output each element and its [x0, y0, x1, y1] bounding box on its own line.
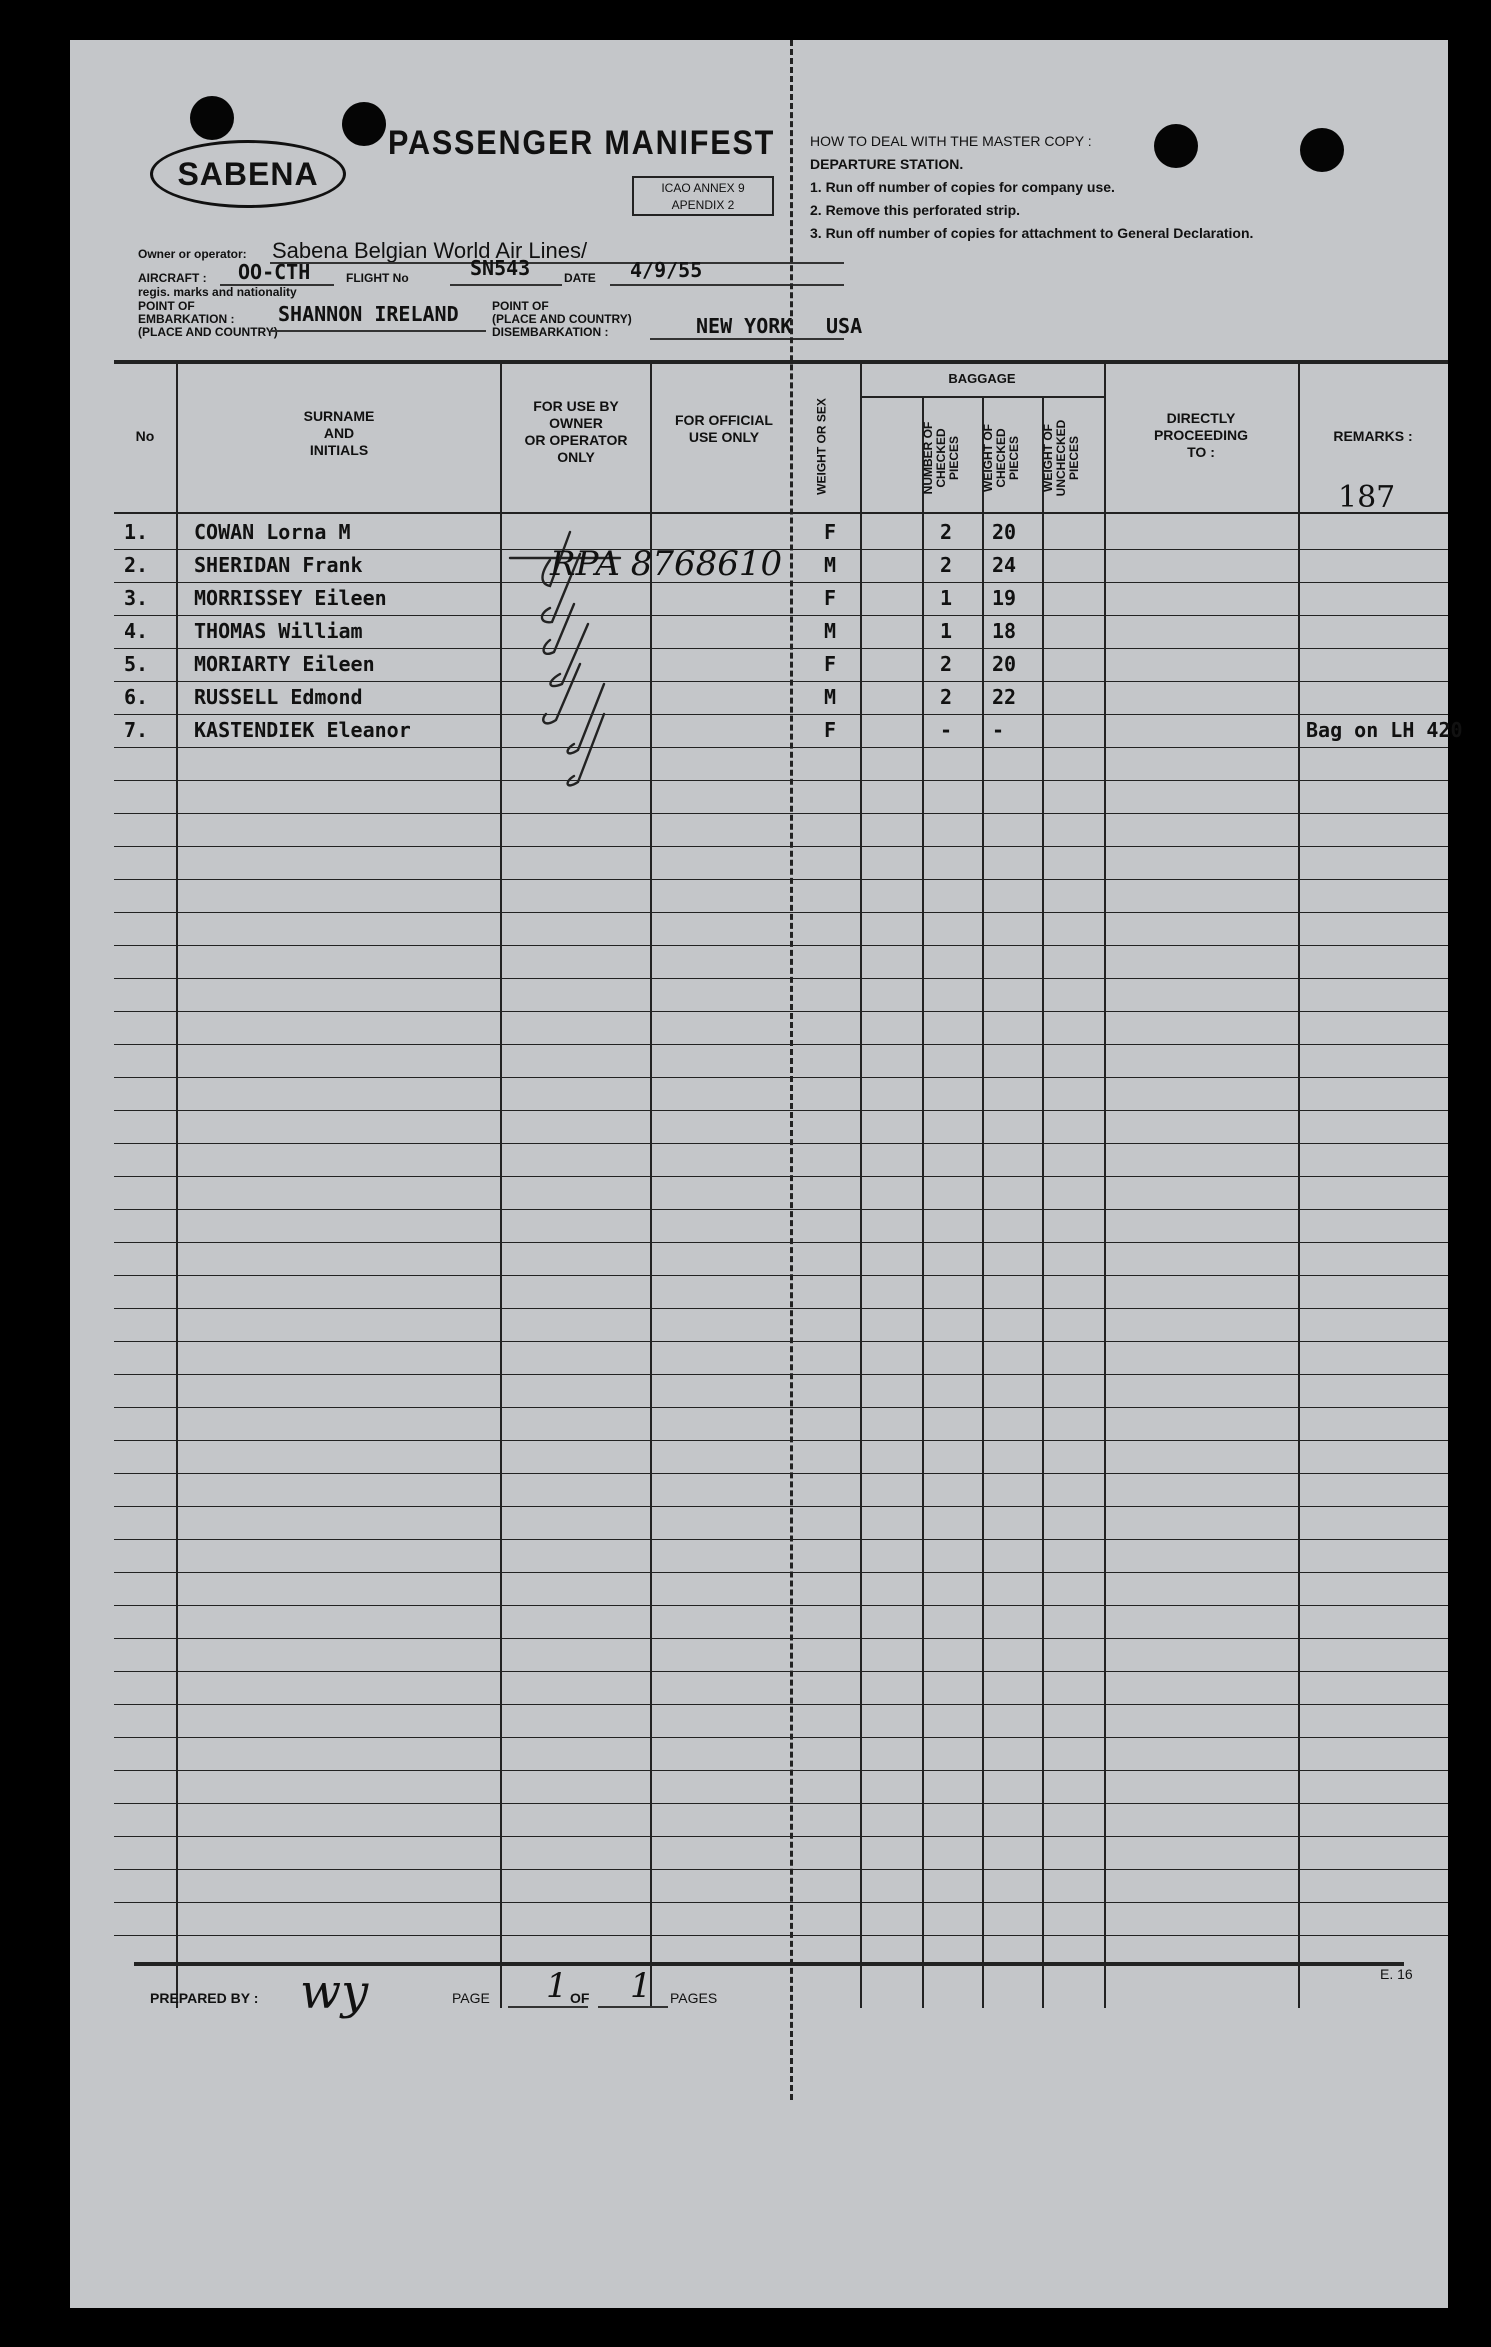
col-divider — [1042, 398, 1044, 2008]
instruction-item: 3. Run off number of copies for attachment to General Declaration. — [810, 225, 1254, 241]
manifest-page — [70, 40, 1463, 2308]
cell-pieces: 2 — [940, 685, 953, 709]
row-rule — [114, 1704, 1448, 1705]
row-rule — [114, 714, 1448, 715]
cell-sex: M — [824, 553, 837, 577]
disembark-label-1: POINT OF — [492, 299, 549, 313]
regis-label: regis. marks and nationality — [138, 285, 297, 299]
col-header-proceeding: DIRECTLY PROCEEDING TO : — [1153, 410, 1249, 460]
table-header-bottom — [114, 512, 1448, 514]
icao-line-1: ICAO ANNEX 9 — [661, 181, 745, 195]
row-rule — [114, 1605, 1448, 1606]
col-divider — [860, 362, 862, 2008]
col-divider — [1104, 362, 1106, 2008]
cell-sex: M — [824, 619, 837, 643]
cell-weight: 24 — [992, 553, 1017, 577]
cell-sex: F — [824, 652, 837, 676]
cell-name: KASTENDIEK Eleanor — [194, 718, 411, 742]
aircraft-value: OO-CTH — [238, 260, 311, 284]
embark-label-1: POINT OF — [138, 299, 195, 313]
row-rule — [114, 1737, 1448, 1738]
handwritten-note: RPA 8768610 — [550, 544, 783, 584]
embark-label-3: (PLACE AND COUNTRY) — [138, 325, 278, 339]
of-value: 1 — [630, 1966, 652, 2006]
row-rule — [114, 780, 1448, 781]
embark-value: SHANNON IRELAND — [278, 302, 459, 326]
cell-pieces: - — [940, 718, 953, 742]
row-rule — [114, 1770, 1448, 1771]
col-header-baggage: BAGGAGE — [948, 371, 1016, 386]
cell-no: 3. — [124, 586, 149, 610]
icao-line-2: APENDIX 2 — [671, 198, 735, 212]
cell-name: THOMAS William — [194, 619, 363, 643]
row-rule — [114, 1308, 1448, 1309]
page-value: 1 — [546, 1966, 568, 2006]
owner-label: Owner or operator: — [138, 247, 247, 261]
date-label: DATE — [564, 271, 596, 285]
cell-weight: 20 — [992, 652, 1017, 676]
cell-sex: F — [824, 586, 837, 610]
row-rule — [114, 1077, 1448, 1078]
row-rule — [114, 1440, 1448, 1441]
cell-pieces: 1 — [940, 619, 953, 643]
instructions-title: HOW TO DEAL WITH THE MASTER COPY : — [810, 133, 1092, 149]
col-header-weight-sex: WEIGHT OR SEX — [814, 398, 829, 495]
row-rule — [114, 879, 1448, 880]
date-underline — [610, 284, 844, 286]
cell-name: SHERIDAN Frank — [194, 553, 363, 577]
embark-label-2: EMBARKATION : — [138, 312, 235, 326]
row-rule — [114, 1275, 1448, 1276]
col-header-num-checked: NUMBER OF CHECKED PIECES — [921, 421, 961, 495]
col-header-wt-unchecked: WEIGHT OF UNCHECKED PIECES — [1041, 419, 1081, 497]
row-rule — [114, 945, 1448, 946]
icao-box — [632, 176, 774, 216]
col-header-surname: SURNAME AND INITIALS — [303, 408, 375, 458]
cell-weight: 18 — [992, 619, 1017, 643]
disembark-value-country: USA — [826, 314, 863, 338]
row-rule — [114, 1341, 1448, 1342]
disembark-label-2: (PLACE AND COUNTRY) — [492, 312, 632, 326]
instructions-subtitle: DEPARTURE STATION. — [810, 156, 964, 172]
row-rule — [114, 813, 1448, 814]
cell-name: RUSSELL Edmond — [194, 685, 363, 709]
cell-no: 7. — [124, 718, 149, 742]
prepared-by-label: PREPARED BY : — [150, 1990, 259, 2006]
cell-weight: 22 — [992, 685, 1017, 709]
cell-pieces: 2 — [940, 520, 953, 544]
row-rule — [114, 681, 1448, 682]
cell-sex: F — [824, 520, 837, 544]
cell-no: 1. — [124, 520, 149, 544]
row-rule — [114, 1143, 1448, 1144]
row-rule — [114, 1572, 1448, 1573]
disembark-underline — [650, 338, 844, 340]
form-code: E. 16 — [1380, 1966, 1413, 1982]
col-header-wt-checked: WEIGHT OF CHECKED PIECES — [981, 424, 1021, 492]
cell-sex: M — [824, 685, 837, 709]
cell-pieces: 2 — [940, 652, 953, 676]
sabena-logo: SABENA — [150, 140, 346, 208]
col-header-remarks: REMARKS : — [1333, 428, 1413, 444]
cell-sex: F — [824, 718, 837, 742]
row-rule — [114, 1374, 1448, 1375]
row-rule — [114, 846, 1448, 847]
table-top-border — [114, 360, 1448, 364]
flight-underline — [450, 284, 562, 286]
disembark-label-3: DISEMBARKATION : — [492, 325, 609, 339]
cell-weight: - — [992, 718, 1005, 742]
row-rule — [114, 1407, 1448, 1408]
row-rule — [114, 1869, 1448, 1870]
perforation-line — [790, 40, 793, 2100]
col-divider — [922, 398, 924, 2008]
row-rule — [114, 1209, 1448, 1210]
punch-hole — [342, 102, 386, 146]
cell-name: MORIARTY Eileen — [194, 652, 375, 676]
row-rule — [114, 912, 1448, 913]
row-rule — [114, 1539, 1448, 1540]
row-rule — [114, 1011, 1448, 1012]
page-label: PAGE — [452, 1990, 490, 2006]
flight-label: FLIGHT No — [346, 271, 409, 285]
row-rule — [114, 747, 1448, 748]
page-number-annotation: 187 — [1338, 480, 1396, 515]
cell-no: 5. — [124, 652, 149, 676]
of-label: OF — [570, 1990, 590, 2006]
disembark-value-city: NEW YORK — [696, 314, 793, 338]
row-rule — [114, 1803, 1448, 1804]
flight-value: SN543 — [470, 256, 531, 280]
col-divider — [1298, 362, 1300, 2008]
owner-underline — [270, 262, 844, 264]
signature: wy — [300, 1964, 369, 2020]
cell-no: 4. — [124, 619, 149, 643]
row-rule — [114, 1176, 1448, 1177]
row-rule — [114, 1935, 1448, 1936]
col-divider — [176, 362, 178, 2008]
embark-underline — [270, 330, 486, 332]
cell-remarks: Bag on LH 420 — [1306, 718, 1463, 742]
row-rule — [114, 615, 1448, 616]
row-rule — [114, 648, 1448, 649]
cell-name: COWAN Lorna M — [194, 520, 351, 544]
cell-name: MORRISSEY Eileen — [194, 586, 387, 610]
row-rule — [114, 1638, 1448, 1639]
row-rule — [114, 978, 1448, 979]
aircraft-label: AIRCRAFT : — [138, 271, 207, 285]
col-header-owner-use: FOR USE BY OWNER OR OPERATOR ONLY — [524, 398, 628, 465]
row-rule — [114, 1473, 1448, 1474]
cell-pieces: 2 — [940, 553, 953, 577]
row-rule — [114, 1671, 1448, 1672]
cell-pieces: 1 — [940, 586, 953, 610]
row-rule — [114, 1044, 1448, 1045]
cell-weight: 19 — [992, 586, 1017, 610]
of-underline — [598, 2006, 668, 2008]
pages-label: PAGES — [670, 1990, 718, 2006]
row-rule — [114, 1242, 1448, 1243]
row-rule — [114, 1506, 1448, 1507]
row-rule — [114, 1902, 1448, 1903]
row-rule — [114, 1836, 1448, 1837]
instructions-block — [810, 130, 1410, 245]
punch-hole — [190, 96, 234, 140]
owner-value: Sabena Belgian World Air Lines/ — [272, 238, 588, 263]
cell-no: 2. — [124, 553, 149, 577]
baggage-header-line — [860, 396, 1104, 398]
date-value: 4/9/55 — [630, 258, 703, 282]
col-header-official: FOR OFFICIAL USE ONLY — [675, 412, 773, 445]
row-rule — [114, 1110, 1448, 1111]
page-underline — [508, 2006, 588, 2008]
col-header-no: No — [135, 428, 155, 444]
instruction-item: 2. Remove this perforated strip. — [810, 202, 1021, 218]
instruction-item: 1. Run off number of copies for company use. — [810, 179, 1115, 195]
page-title: PASSENGER MANIFEST — [388, 124, 776, 162]
cell-weight: 20 — [992, 520, 1017, 544]
col-divider — [982, 398, 984, 2008]
cell-no: 6. — [124, 685, 149, 709]
